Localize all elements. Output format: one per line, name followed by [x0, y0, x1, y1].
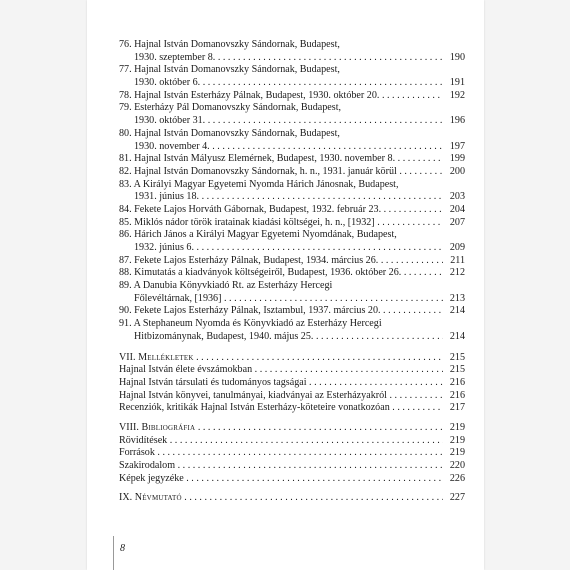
toc-entry-91: [119, 318, 465, 331]
toc-subentry: [119, 447, 465, 460]
toc-entry-text: 81. Hajnal István Mályusz Elemérnek, Budapest, 1930. november 8. . . .: [119, 153, 443, 166]
toc-entry-text: Hitbizománynak, Budapest, 1940. május 25. . . .: [134, 331, 443, 344]
toc-section-heading: [119, 352, 443, 365]
toc-subentry: [119, 377, 465, 390]
toc-entry-89-cont: [119, 293, 465, 306]
toc-page-number: 197: [449, 140, 465, 152]
toc-subentry: [119, 402, 465, 415]
toc-entry-text: 90. Fekete Lajos Esterházy Pálnak, Isztambul, 1937. március 20. . . .: [119, 305, 443, 318]
toc-entry-81: [119, 153, 465, 166]
section-numeral: VIII.: [119, 421, 139, 433]
toc-subentry: [119, 473, 465, 486]
toc-page-number: 203: [449, 191, 465, 203]
toc-page-number: 215: [449, 364, 465, 376]
toc-entry-text: 91. A Stephaneum Nyomda és Könyvkiadó az Esterházy Hercegi: [119, 318, 382, 330]
toc-page-number: 216: [449, 376, 465, 388]
toc-page-number: 204: [449, 203, 465, 215]
toc-entry-text: Rövidítések . . .: [119, 435, 443, 448]
toc-entry-text: 1932. június 6. . . .: [134, 242, 443, 255]
toc-entry-text: Hajnal István társulati és tudományos tagságai . . .: [119, 377, 443, 390]
toc-entry-text: 1930. november 4. . . .: [134, 141, 443, 154]
section-numeral: IX.: [119, 492, 133, 504]
toc-entry-text: Hajnal István élete évszámokban . . .: [119, 364, 443, 377]
toc-subentry: [119, 364, 465, 377]
toc-entry-text: 1930. október 6. . . .: [134, 77, 443, 90]
toc-page-number: 213: [449, 292, 465, 304]
toc-entry-text: 86. Hárich János a Királyi Magyar Egyetemi Nyomdának, Budapest,: [119, 229, 397, 241]
toc-entry-text: 76. Hajnal István Domanovszky Sándornak, Budapest,: [119, 39, 340, 50]
toc-page-number: 214: [449, 330, 465, 342]
toc-entry-88: [119, 267, 465, 280]
toc-entry-text: 1930. október 31. . . .: [134, 115, 443, 128]
toc-entry-text: 78. Hajnal István Esterházy Pálnak, Budapest, 1930. október 20. . . .: [119, 90, 443, 103]
toc-page-number: 200: [449, 165, 465, 177]
toc-entry-text: 77. Hajnal István Domanovszky Sándornak, Budapest,: [119, 64, 340, 76]
toc-page-number: 192: [449, 89, 465, 101]
toc-subentry: [119, 390, 465, 403]
toc-page-number: 219: [449, 447, 465, 459]
toc-page-number: 216: [449, 389, 465, 401]
toc-entry-91-cont: [119, 331, 465, 344]
toc-page-number: 199: [449, 153, 465, 165]
toc-page-number: 211: [450, 254, 465, 266]
section-numeral: VII.: [119, 351, 136, 363]
toc-page-number: 209: [449, 242, 465, 253]
toc-entry-90: [119, 305, 465, 318]
toc-page-number: 226: [449, 472, 465, 484]
toc-entry-text: Főlevéltárnak, [1936] . . .: [134, 293, 443, 306]
toc-page-number: 214: [449, 305, 465, 317]
toc-entry-86-cont: [119, 242, 465, 255]
toc-entry-77-cont: [119, 77, 465, 90]
toc-entry-76-cont: [119, 52, 465, 65]
toc-entry-82: [119, 166, 465, 179]
margin-rule: [113, 536, 114, 570]
section-title: Névmutató: [134, 492, 182, 504]
toc-entry-77: [119, 64, 465, 77]
toc-entry-79-cont: [119, 115, 465, 128]
toc-subentry: [119, 435, 465, 448]
toc-entry-text: 79. Esterházy Pál Domanovszky Sándornak, Budapest,: [119, 102, 342, 114]
toc-entry-84: [119, 204, 465, 217]
toc-page-number: 219: [449, 421, 465, 433]
toc-entry-80-cont: [119, 141, 465, 154]
toc-entry-86: [119, 229, 465, 242]
toc-entry-text: Hajnal István könyvei, tanulmányai, kiadványai az Esterházyakról . . .: [119, 390, 443, 403]
toc-page-number: 217: [449, 402, 465, 414]
toc-entry-text: 82. Hajnal István Domanovszky Sándornak, h. n., 1931. január körül . . .: [119, 166, 443, 179]
toc-entry-text: Szakirodalom . . .: [119, 460, 443, 473]
toc-entry-text: Képek jegyzéke . . .: [119, 473, 443, 486]
toc-entry-83: [119, 179, 465, 192]
toc-entry-text: 83. A Királyi Magyar Egyetemi Nyomda Hárich Jánosnak, Budapest,: [119, 178, 399, 190]
page-number: 8: [120, 543, 125, 554]
toc-entry-text: 87. Fekete Lajos Esterházy Pálnak, Budapest, 1934. március 26. . . .: [119, 255, 443, 268]
section-title: Mellékletek: [138, 351, 194, 363]
toc-entry-78: [119, 90, 465, 103]
toc-entry-83-cont: [119, 191, 465, 204]
toc-page-number: 220: [449, 460, 465, 471]
toc-section-heading: [119, 492, 443, 505]
toc-entry-text: Források . . .: [119, 447, 443, 460]
toc-section-heading: [119, 422, 443, 435]
toc-page-number: 227: [449, 492, 465, 504]
toc-page-number: 190: [449, 51, 465, 63]
toc-entry-text: 84. Fekete Lajos Horváth Gábornak, Budapest, 1932. február 23. . . .: [119, 204, 443, 217]
table-of-contents: [119, 39, 465, 505]
toc-entry-text: 1931. június 18. . . .: [134, 191, 443, 204]
toc-subentry: [119, 460, 465, 473]
toc-section-index: [119, 492, 465, 505]
toc-section-appendices: [119, 352, 465, 365]
toc-page-number: 196: [449, 115, 465, 127]
toc-entry-85: [119, 217, 465, 230]
toc-entry-80: [119, 128, 465, 141]
toc-section-bibliography: [119, 422, 465, 435]
toc-entry-text: Recenziók, kritikák Hajnal István Esterházy-köteteire vonatkozóan . . .: [119, 402, 443, 415]
toc-entry-text: 85. Miklós nádor török iratainak kiadási költségei, h. n., [1932] . . .: [119, 217, 443, 230]
section-title: Bibliográfia: [141, 421, 196, 433]
toc-entry-79: [119, 102, 465, 115]
toc-page-number: 207: [449, 216, 465, 228]
toc-entry-89: [119, 280, 465, 293]
toc-page-number: 212: [449, 267, 465, 279]
toc-entry-87: [119, 255, 465, 268]
toc-entry-text: 88. Kimutatás a kiadványok költségeiről, Budapest, 1936. október 26. . . .: [119, 267, 443, 280]
toc-entry-76: [119, 39, 465, 52]
book-page: [87, 0, 484, 570]
toc-page-number: 191: [449, 77, 465, 89]
toc-entry-text: 1930. szeptember 8. . . .: [134, 52, 443, 65]
toc-page-number: 219: [449, 434, 465, 446]
toc-entry-text: 80. Hajnal István Domanovszky Sándornak, Budapest,: [119, 127, 340, 139]
toc-page-number: 215: [449, 351, 465, 363]
toc-entry-text: 89. A Danubia Könyvkiadó Rt. az Esterházy Hercegi: [119, 280, 333, 292]
